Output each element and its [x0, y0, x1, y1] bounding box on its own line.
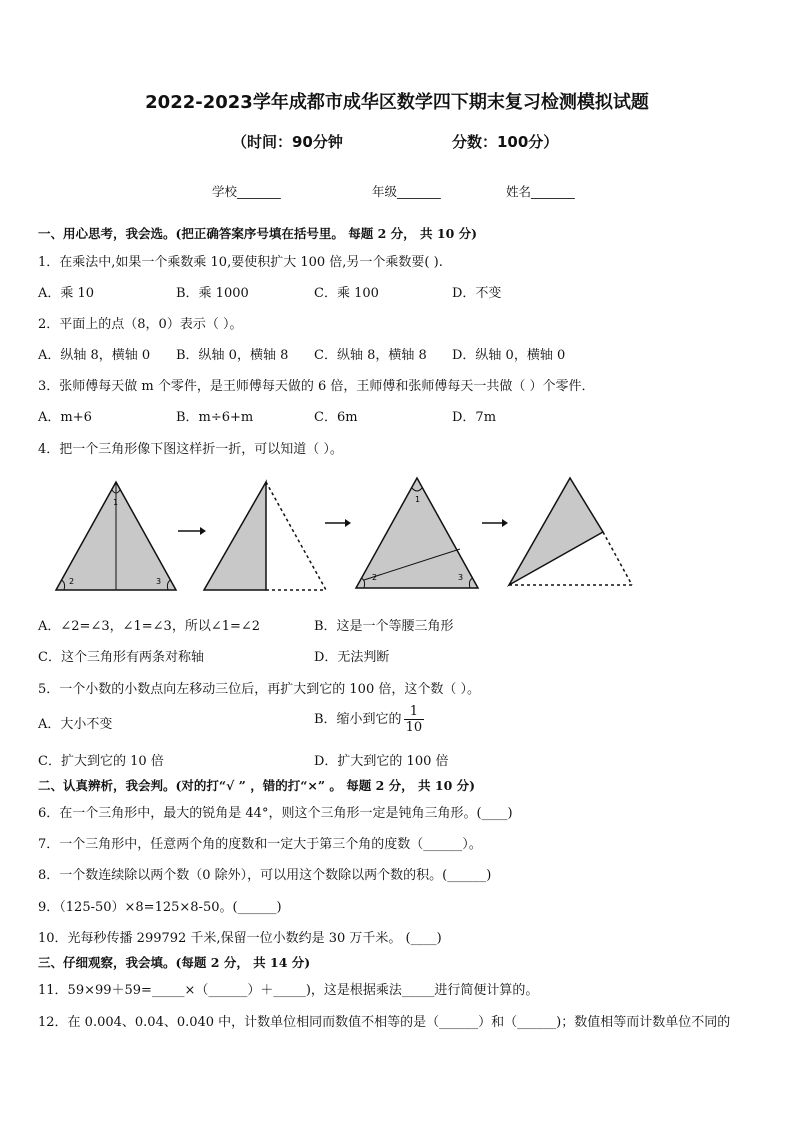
q1-option-b: B．乘 1000	[176, 286, 249, 301]
fill-item-12: 12．在 0.004、0.04、0.040 中，计数单位相同而数值不相等的是（______）和（______)；数值相等而计数单位不同的	[38, 1015, 731, 1030]
triangle-original-2	[356, 478, 478, 588]
angle-label-2b: 2	[372, 573, 378, 582]
q1-option-d: D．不变	[452, 286, 502, 301]
q4-option-b: B．这是一个等腰三角形	[314, 619, 454, 634]
triangle-original	[56, 482, 176, 590]
q5-option-c: C．扩大到它的 10 倍	[38, 754, 164, 769]
q2-option-a: A．纵轴 8，横轴 0	[38, 348, 151, 363]
arrow-icon	[178, 527, 206, 535]
q5-option-a: A．大小不变	[38, 717, 113, 732]
q2-option-d: D．纵轴 0，横轴 0	[452, 348, 566, 363]
judge-item-6: 6．在一个三角形中，最大的锐角是 44°，则这个三角形一定是钝角三角形。(____)	[38, 806, 513, 821]
q5-option-d: D．扩大到它的 100 倍	[314, 754, 449, 769]
judge-item-9: 9．（125-50）×8=125×8-50。(______)	[38, 900, 282, 915]
judge-item-10: 10．光每秒传播 299792 千米,保留一位小数约是 30 万千米。 (____)	[38, 931, 442, 946]
fill-item-11: 11．59×99＋59=_____×（______）＋_____)，这是根据乘法_____进行简便计算的。	[38, 983, 539, 998]
q4-text: 4．把一个三角形像下图这样折一折，可以知道（ ）。	[38, 442, 343, 457]
name-field: 姓名_______	[506, 184, 575, 199]
section2-heading: 二、认真辨析，我会判。(对的打“√ ” ，错的打“×” 。 每题 2 分， 共 10 分)	[38, 778, 476, 793]
q4-option-d: D．无法判断	[314, 650, 390, 665]
q5-option-b	[314, 704, 424, 735]
q3-option-d: D．7m	[452, 410, 497, 425]
angle-label-3b: 3	[458, 573, 464, 582]
grade-field: 年级_______	[372, 184, 441, 199]
q4-option-a: A．∠2=∠3，∠1=∠3，所以∠1=∠2	[38, 619, 261, 634]
q5-option-b-label: B．缩小到它的	[314, 712, 402, 727]
angle-label-1b: 1	[415, 495, 421, 504]
judge-item-7: 7．一个三角形中，任意两个角的度数和一定大于第三个角的度数（______）。	[38, 837, 482, 852]
section1-heading: 一、用心思考，我会选。(把正确答案序号填在括号里。 每题 2 分， 共 10 分)	[38, 226, 478, 241]
arrow-icon	[325, 519, 351, 527]
triangle-folded-height	[204, 482, 326, 590]
q2-option-c: C．纵轴 8，横轴 8	[314, 348, 427, 363]
q4-option-c: C．这个三角形有两条对称轴	[38, 650, 204, 665]
q2-option-b: B．纵轴 0，横轴 8	[176, 348, 289, 363]
arrow-icon	[482, 519, 508, 527]
angle-label-2: 2	[69, 577, 75, 586]
q1-option-c: C．乘 100	[314, 286, 379, 301]
angle-label-3: 3	[156, 577, 162, 586]
q3-option-b: B．m÷6+m	[176, 410, 254, 425]
q3-option-a: A．m+6	[38, 410, 92, 425]
fraction-one-tenth: $\frac{1}{10}$	[405, 704, 423, 735]
exam-score: 分数：100分）	[452, 133, 559, 151]
q3-option-c: C．6m	[314, 410, 358, 425]
q3-text: 3．张师傅每天做 m 个零件，是王师傅每天做的 6 倍，王师傅和张师傅每天一共做（ ）个零件．	[38, 379, 595, 394]
triangle-fold-figure	[40, 470, 660, 600]
school-field: 学校_______	[212, 184, 281, 199]
triangle-folded-diagonal	[509, 478, 632, 585]
q5-text: 5．一个小数的小数点向左移动三位后，再扩大到它的 100 倍，这个数（ ）。	[38, 682, 480, 697]
q2-text: 2．平面上的点（8，0）表示（ ）。	[38, 317, 243, 332]
exam-time: （时间：90分钟	[232, 133, 343, 151]
angle-label-1: 1	[113, 498, 119, 507]
section3-heading: 三、仔细观察，我会填。(每题 2 分， 共 14 分)	[38, 955, 311, 970]
judge-item-8: 8．一个数连续除以两个数（0 除外），可以用这个数除以两个数的积。(______)	[38, 868, 492, 883]
q1-text: 1．在乘法中,如果一个乘数乘 10,要使积扩大 100 倍,另一个乘数要( ).	[38, 255, 443, 270]
q1-option-a: A．乘 10	[38, 286, 95, 301]
exam-title: 2022-2023学年成都市成华区数学四下期末复习检测模拟试题	[145, 92, 649, 113]
